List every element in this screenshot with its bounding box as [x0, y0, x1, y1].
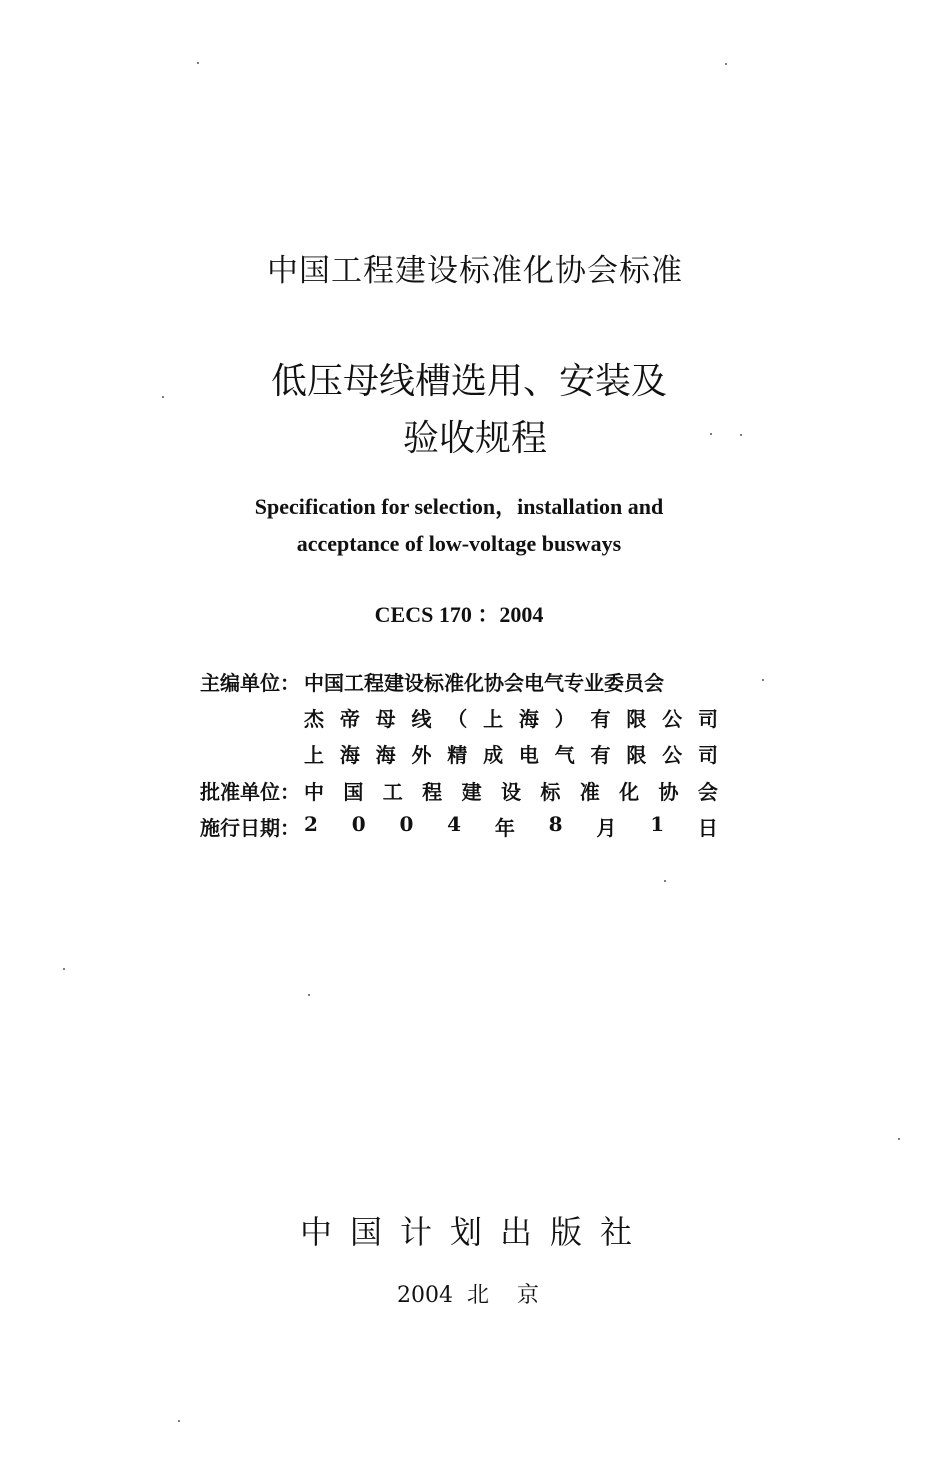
scan-speck: [740, 434, 742, 436]
spread-char: 海: [375, 743, 396, 767]
editor-unit-3: [304, 739, 718, 768]
spread-char: 建: [461, 780, 482, 804]
scan-speck: [762, 679, 764, 681]
scan-speck: [664, 880, 666, 882]
spread-char: 月: [596, 816, 617, 840]
spread-char: 工: [382, 780, 403, 804]
spread-char: 标: [540, 780, 561, 804]
scan-speck: [725, 63, 727, 65]
spread-char: 4: [447, 812, 462, 836]
english-title-line-2: acceptance of low-voltage busways: [296, 531, 622, 556]
spread-char: 成: [483, 743, 504, 767]
spread-char: 外: [411, 743, 432, 767]
spread-char: 海: [339, 743, 360, 767]
spread-char: 气: [554, 743, 575, 767]
standard-code: CECS 170 ：2004: [374, 602, 544, 627]
association-heading: 中国工程建设标准化协会标准: [267, 253, 683, 289]
scan-speck: [63, 968, 65, 970]
spread-char: 有: [590, 743, 611, 767]
spread-char: 化: [619, 780, 640, 804]
spread-char: 公: [662, 743, 683, 767]
spread-char: 日: [697, 816, 718, 840]
spread-char: 年: [494, 816, 515, 840]
spread-char: 母: [375, 707, 396, 731]
spread-char: （: [447, 707, 468, 731]
scan-speck: [898, 1138, 900, 1140]
approver-unit: [304, 776, 718, 805]
spread-char: 中: [304, 780, 324, 804]
spread-char: 司: [697, 743, 718, 767]
spread-char: 0: [351, 812, 366, 836]
spread-char: 8: [548, 812, 563, 836]
scan-speck: [162, 396, 164, 398]
spread-char: 限: [626, 743, 647, 767]
effective-date: [304, 812, 718, 841]
spread-char: 设: [500, 780, 521, 804]
editor-unit-2: [304, 703, 718, 732]
spread-char: 有: [590, 707, 611, 731]
spread-char: 会: [697, 780, 718, 804]
english-title-line-1: Specification for selection，installation and: [254, 494, 664, 519]
spread-char: 线: [411, 707, 432, 731]
title-line-1: 低压母线槽选用、安装及: [270, 361, 667, 402]
spread-char: 杰: [304, 707, 324, 731]
scan-speck: [178, 1420, 180, 1422]
publisher-name: 中国计划出版社: [299, 1213, 650, 1251]
spread-char: 精: [447, 743, 468, 767]
approver-label: 批准单位：: [200, 780, 300, 804]
spread-char: ）: [554, 707, 575, 731]
editor-unit-1: 中国工程建设标准化协会电气专业委员会: [304, 671, 664, 695]
spread-char: 上: [483, 707, 504, 731]
publication-year-city: 2004 北 京: [397, 1283, 539, 1308]
spread-char: 海: [518, 707, 539, 731]
spread-char: 协: [658, 780, 679, 804]
spread-char: 电: [518, 743, 539, 767]
spread-char: 帝: [339, 707, 360, 731]
scan-speck: [710, 433, 712, 435]
spread-char: 准: [579, 780, 600, 804]
scan-speck: [197, 62, 199, 64]
spread-char: 国: [343, 780, 364, 804]
spread-char: 司: [697, 707, 718, 731]
spread-char: 上: [304, 743, 324, 767]
spread-char: 程: [422, 780, 443, 804]
date-label: 施行日期：: [200, 816, 300, 840]
spread-char: 限: [626, 707, 647, 731]
title-line-2: 验收规程: [402, 418, 547, 459]
scan-speck: [308, 994, 310, 996]
editor-label: 主编单位：: [200, 671, 300, 695]
spread-char: 0: [399, 812, 414, 836]
spread-char: 2: [304, 812, 318, 836]
spread-char: 公: [662, 707, 683, 731]
spread-char: 1: [650, 812, 665, 836]
